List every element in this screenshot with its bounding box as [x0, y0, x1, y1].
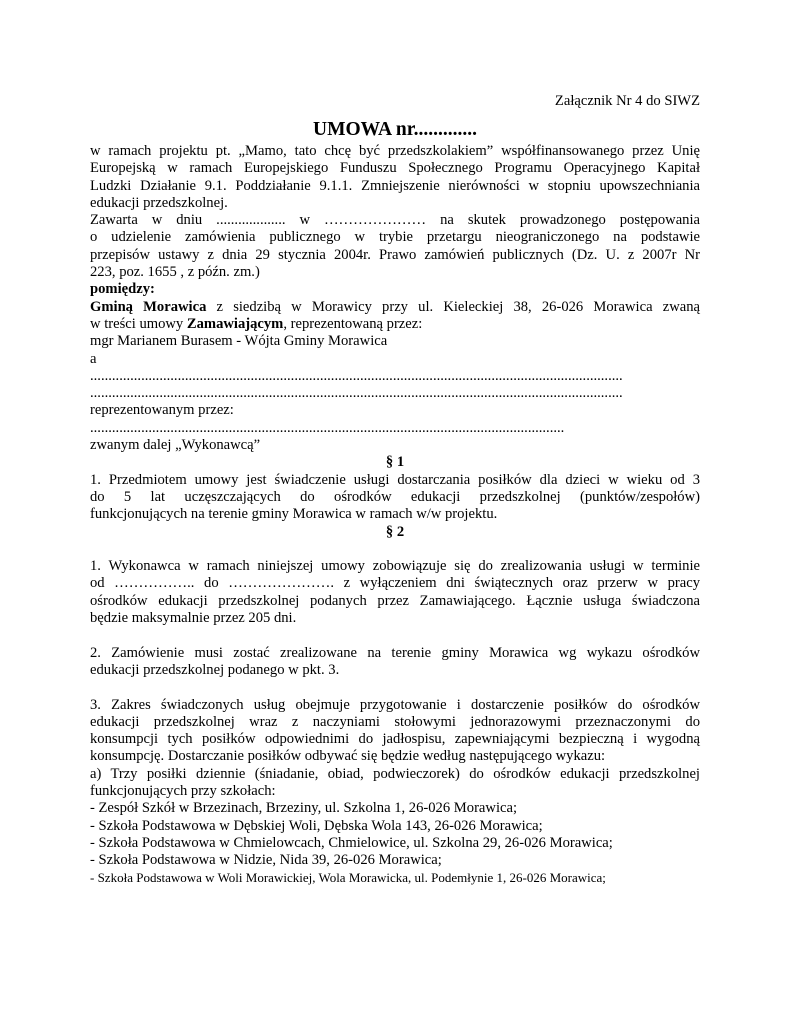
s2-p1-line: 1. Wykonawca w ramach niniejszej umowy zobowiązuje się do zrealizowania usługi w terminie [90, 558, 700, 575]
school-item: - Szkoła Podstawowa w Chmielowcach, Chmielowice, ul. Szkolna 29, 26-026 Morawica; [90, 834, 613, 851]
intro-line: edukacji przedszkolnej. [90, 194, 228, 211]
party1-post: , reprezentowaną przez: [283, 315, 423, 332]
party-contracting-authority [90, 299, 700, 351]
contractor-blank-line: .................................................................................................................................................. [90, 385, 623, 402]
s1-line: 1. Przedmiotem umowy jest świadczenie usługi dostarczania posiłków dla dzieci w wieku od 3 [90, 471, 700, 488]
contractor-blank-line: .................................................................................................................................. [90, 419, 565, 436]
s2-p3-line: 3. Zakres świadczonych usług obejmuje przygotowanie i dostarczenie posiłków do ośrodków [90, 696, 700, 713]
between-label: pomiędzy: [90, 281, 155, 298]
spacer [90, 679, 700, 696]
s2-p3-line: funkcjonujących przy szkołach: [90, 782, 276, 799]
party1-name: Gminą Morawica [90, 298, 207, 315]
and-label: a [90, 350, 97, 367]
party-contractor [90, 368, 700, 454]
schools-list [90, 800, 700, 886]
section-1-heading: § 1 [385, 454, 405, 471]
concluded-line: przepisów ustawy z dnia 29 stycznia 2004r. Prawo zamówień publicznych (Dz. U. z 2007r Nr [90, 246, 700, 263]
spacer [90, 627, 700, 644]
s2-p1-line: od …………….. do …………………. z wyłączeniem dni świątecznych oraz przerw w pracy [90, 575, 700, 592]
party1-pre: w treści umowy [90, 315, 187, 332]
section-2-heading: § 2 [385, 523, 405, 540]
s2-point-3 [90, 697, 700, 801]
spacer [90, 541, 700, 558]
party1-line [90, 316, 700, 333]
s2-p1-line: będzie maksymalnie przez 205 dni. [90, 610, 297, 627]
s2-p2-line: 2. Zamówienie musi zostać zrealizowane na terenie gminy Morawica wg wykazu ośrodków [90, 644, 700, 661]
school-item: - Szkoła Podstawowa w Woli Morawickiej, Wola Morawicka, ul. Podemłynie 1, 26-026 Morawica; [90, 870, 606, 886]
s1-line: do 5 lat uczęszczających do ośrodków edukacji przedszkolnej (punktów/zespołów) [90, 488, 700, 505]
s2-point-2 [90, 645, 700, 680]
school-item: - Zespół Szkół w Brzezinach, Brzeziny, ul. Szkolna 1, 26-026 Morawica; [90, 800, 518, 817]
s2-p3-line: konsumpcję. Dostarczanie posiłków odbywać się będzie według następującego wykazu: [90, 748, 606, 765]
intro-paragraph [90, 143, 700, 212]
s1-line: funkcjonujących na terenie gminy Morawica w ramach w/w projektu. [90, 506, 498, 523]
party1-role: Zamawiającym [186, 315, 284, 332]
contractor-blank-line: .................................................................................................................................................. [90, 367, 623, 384]
intro-line: Europejską w ramach Europejskiego Funduszu Społecznego Programu Operacyjnego Kapitał [90, 160, 700, 177]
section-1-paragraph [90, 472, 700, 524]
s2-p1-line: ośrodków edukacji przedszkolnej podanych przez Zamawiającego. Łącznie usługa świadczona [90, 592, 700, 609]
school-item: - Szkoła Podstawowa w Nidzie, Nida 39, 26-026 Morawica; [90, 852, 442, 869]
contractor-represented-label: reprezentowanym przez: [90, 402, 234, 419]
concluded-paragraph [90, 212, 700, 281]
s2-p3-line: a) Trzy posiłki dziennie (śniadanie, obiad, podwieczorek) do ośrodków edukacji przedszkolnej [90, 765, 700, 782]
party1-address: z siedzibą w Morawicy przy ul. Kieleckiej 38, 26-026 Morawica zwaną [206, 298, 700, 315]
s2-point-1 [90, 558, 700, 627]
annex-label: Załącznik Nr 4 do SIWZ [554, 93, 700, 109]
party1-line [90, 299, 700, 316]
contract-title: UMOWA nr............. [313, 119, 477, 140]
concluded-line: 223, poz. 1655 , z późn. zm.) [90, 264, 260, 281]
s2-p3-line: konsumpcji tych posiłków odpowiednimi do jadłospisu, zapewniającymi bezpieczną i wygodną [90, 731, 700, 748]
s2-p2-line: edukacji przedszkolnej podanego w pkt. 3. [90, 661, 340, 678]
s2-p3-line: edukacji przedszkolnej wraz z naczyniami stołowymi jednorazowymi przeznaczonymi do [90, 713, 700, 730]
intro-line: w ramach projektu pt. „Mamo, tato chcę być przedszkolakiem” współfinansowanego przez Unię [90, 143, 700, 159]
party1-representative: mgr Marianem Burasem - Wójta Gminy Morawica [90, 333, 388, 350]
concluded-line: Zawarta w dniu ................... w ………………… na skutek prowadzonego postępowania [90, 212, 700, 229]
contractor-called-label: zwanym dalej „Wykonawcą” [90, 437, 261, 454]
contract-page [90, 92, 700, 887]
intro-line: Ludzki Działanie 9.1. Poddziałanie 9.1.1. Zmniejszenie nierówności w stopniu upowszechniania [90, 177, 700, 194]
school-item: - Szkoła Podstawowa w Dębskiej Woli, Dębska Wola 143, 26-026 Morawica; [90, 817, 543, 834]
concluded-line: o udzielenie zamówienia publicznego w trybie przetargu nieograniczonego na podstawie [90, 229, 700, 246]
